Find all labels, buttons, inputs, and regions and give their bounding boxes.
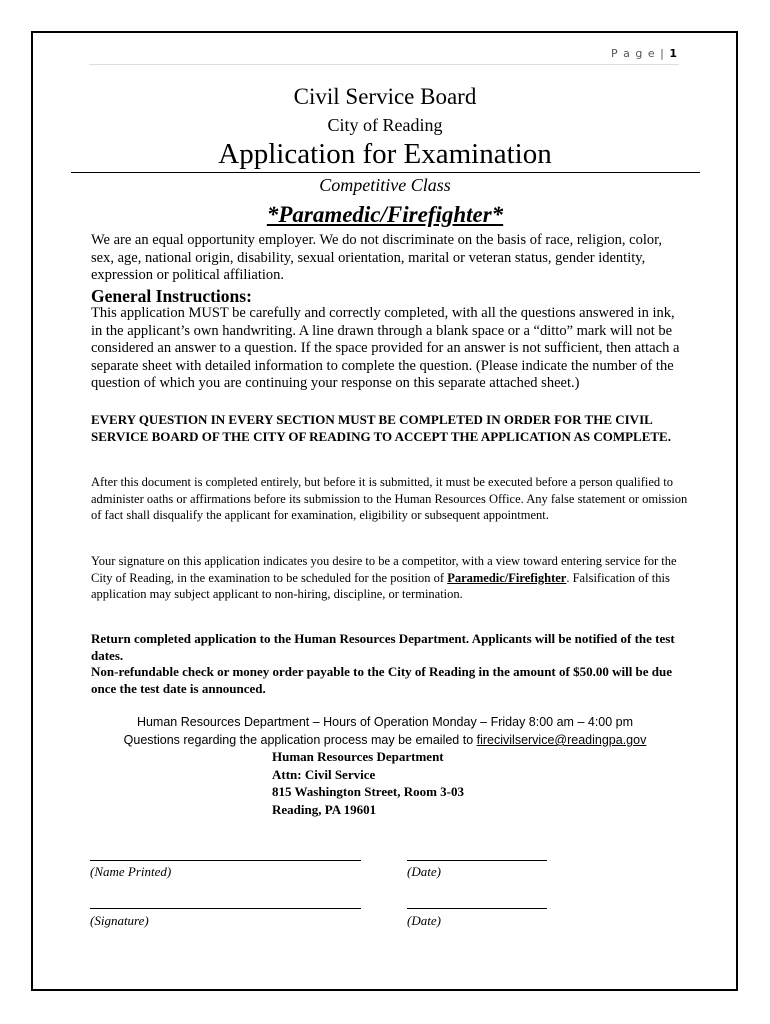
class-subtitle: Competitive Class <box>319 175 451 195</box>
date-line-1[interactable] <box>407 860 547 861</box>
position-title: *Paramedic/Firefighter* <box>266 202 504 227</box>
address-attn: Attn: Civil Service <box>272 766 376 782</box>
signature-position: Paramedic/Firefighter <box>447 570 567 585</box>
signature-line[interactable] <box>90 908 361 909</box>
name-printed-line[interactable] <box>90 860 361 861</box>
title-divider <box>71 172 700 173</box>
page-number-value: 1 <box>669 47 678 60</box>
email-prefix: Questions regarding the application process may be emailed to <box>123 733 477 747</box>
signature-statement-start: Your signature on this application indicates you desire to be a competitor, with a view toward entering service for the City of Reading, in the examination to be scheduled for the position of <box>91 554 677 585</box>
signature-statement <box>91 553 688 603</box>
page-label: P a g e | <box>611 47 665 60</box>
date-label-1: (Date) <box>407 864 441 879</box>
date-line-2[interactable] <box>407 908 547 909</box>
general-instructions-heading: General Instructions: <box>91 286 252 306</box>
header-divider <box>89 64 679 65</box>
date-label-2: (Date) <box>407 913 441 928</box>
address-dept: Human Resources Department <box>272 749 444 764</box>
application-title: Application for Examination <box>218 138 552 170</box>
signature-statement-end: . Falsification of this application may subject applicant to non-hiring, discipline, or termination. <box>91 570 670 601</box>
return-instructions <box>91 631 688 697</box>
eeo-statement: We are an equal opportunity employer. We do not discriminate on the basis of race, religion, color, sex, age, national origin, disability, sexual orientation, marital or veteran status, gender identity, expression or political affiliation. <box>91 232 663 283</box>
mailing-address <box>272 748 464 818</box>
return-line-1: Return completed application to the Human Resources Department. Applicants will be notified of the test dates. <box>91 631 675 663</box>
city-title: City of Reading <box>327 115 443 135</box>
board-title: Civil Service Board <box>293 84 477 109</box>
signature-label: (Signature) <box>90 913 149 928</box>
oath-statement: After this document is completed entirely, but before it is submitted, it must be executed before a person qualified to administer oaths or affirmations before its submission to the Human Resources Office. Any false statement or omission of fact shall disqualify the applicant for examination, eligibility or subsequent appointment. <box>91 475 688 522</box>
hours-of-operation: Human Resources Department – Hours of Operation Monday – Friday 8:00 am – 4:00 pm <box>136 715 634 729</box>
email-link[interactable]: firecivilservice@readingpa.gov <box>476 733 647 747</box>
completion-notice: EVERY QUESTION IN EVERY SECTION MUST BE COMPLETED IN ORDER FOR THE CIVIL SERVICE BOARD OF THE CITY OF READING TO ACCEPT THE APPLICATION AS COMPLETE. <box>91 412 671 444</box>
name-printed-label: (Name Printed) <box>90 864 172 879</box>
email-instructions <box>0 731 770 749</box>
page-number <box>611 47 678 60</box>
general-instructions-body: This application MUST be carefully and correctly completed, with all the questions answered in ink, in the applicant’s own handwriting. A line drawn through a blank space or a “ditto” mark will not be considered an answer to a question. If the space provided for an answer is not sufficient, then attach a separate sheet with detailed information to complete the question. (Please indicate the number of the question of which you are continuing your response on this separate attached sheet.) <box>91 305 680 391</box>
address-street: 815 Washington Street, Room 3-03 <box>272 784 464 799</box>
address-city: Reading, PA 19601 <box>272 801 377 817</box>
return-line-2: Non-refundable check or money order payable to the City of Reading in the amount of $50.00 will be due once the test date is announced. <box>91 664 673 696</box>
